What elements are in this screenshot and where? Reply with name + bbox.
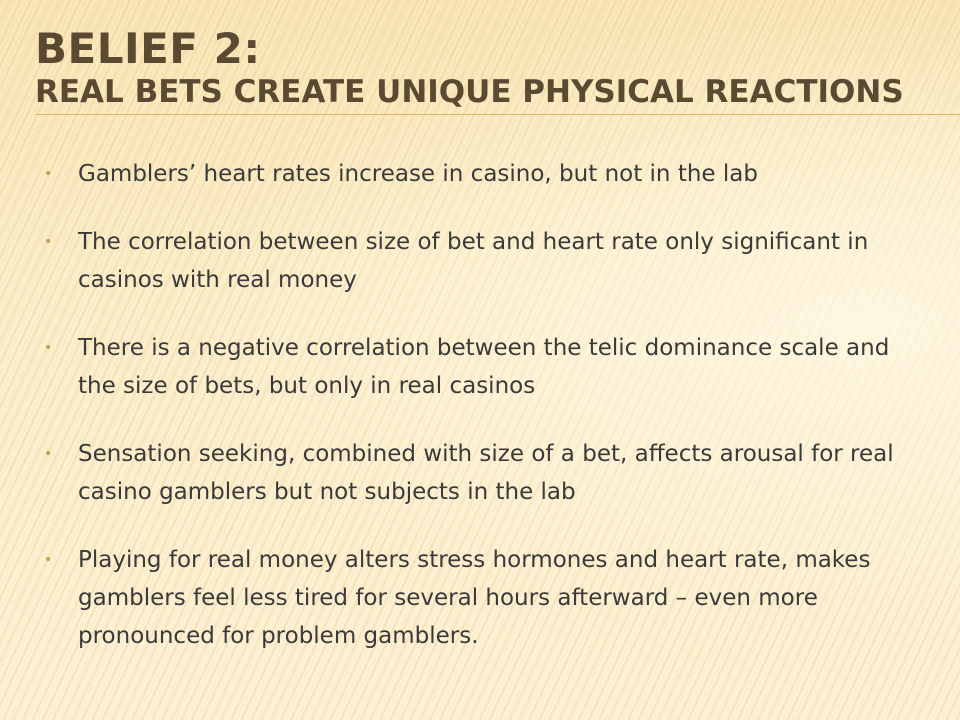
bullet-text: Sensation seeking, combined with size of a bet, affects arousal for real casino gamblers but not subjects in the lab bbox=[78, 441, 894, 505]
bullet-item bbox=[42, 155, 922, 193]
bullet-text: Gamblers’ heart rates increase in casino, but not in the lab bbox=[78, 161, 758, 187]
bullet-text: There is a negative correlation between the telic dominance scale and the size of bets, but only in real casinos bbox=[78, 335, 890, 399]
bullet-text: Playing for real money alters stress hormones and heart rate, makes gamblers feel less tired for several hours afterward – even more pronounced for problem gamblers. bbox=[78, 547, 871, 649]
bullet-item bbox=[42, 435, 922, 511]
title-line-2: REAL BETS CREATE UNIQUE PHYSICAL REACTIONS bbox=[35, 74, 904, 110]
bullet-icon: • bbox=[44, 234, 53, 250]
bullet-icon: • bbox=[44, 552, 53, 568]
title-line-1: BELIEF 2: bbox=[35, 24, 261, 73]
bullet-icon: • bbox=[44, 340, 53, 356]
bullet-item bbox=[42, 329, 922, 405]
bullet-item bbox=[42, 223, 922, 299]
bullet-item bbox=[42, 541, 922, 655]
slide-title bbox=[35, 26, 915, 112]
title-divider bbox=[35, 114, 960, 115]
bullet-text: The correlation between size of bet and heart rate only significant in casinos with real money bbox=[78, 229, 869, 293]
bullet-icon: • bbox=[44, 166, 53, 182]
bullet-list bbox=[42, 155, 922, 685]
bullet-icon: • bbox=[44, 446, 53, 462]
